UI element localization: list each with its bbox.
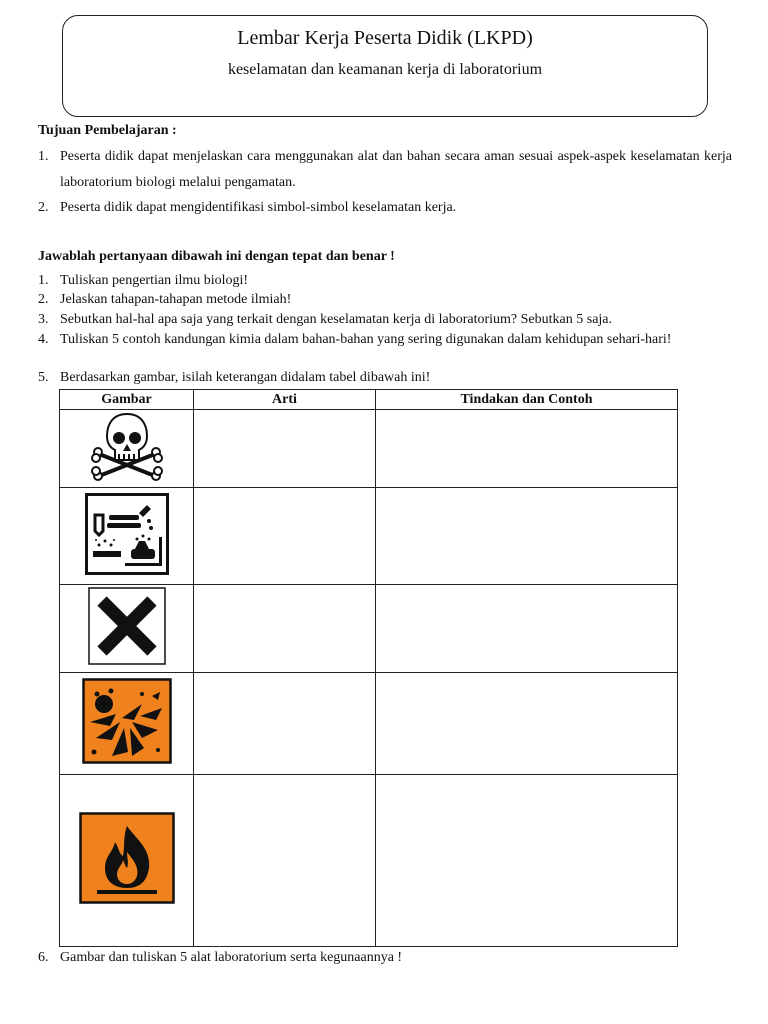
question-text: Sebutkan hal-hal apa saja yang terkait dengan keselamatan kerja di laboratorium? Sebutkan 5 saja. bbox=[60, 312, 613, 327]
question-number: 6. bbox=[38, 950, 49, 965]
page-title: Lembar Kerja Peserta Didik (LKPD) bbox=[237, 27, 533, 49]
column-header-gambar: Gambar bbox=[60, 390, 194, 410]
tindakan-cell[interactable] bbox=[376, 585, 678, 673]
question-number: 1. bbox=[38, 273, 49, 288]
tindakan-cell[interactable] bbox=[376, 673, 678, 775]
column-header-arti: Arti bbox=[194, 390, 376, 410]
question-item bbox=[38, 311, 728, 330]
question-text: Berdasarkan gambar, isilah keterangan didalam tabel dibawah ini! bbox=[60, 370, 431, 385]
question-item bbox=[38, 291, 728, 310]
table-header-row bbox=[60, 390, 678, 410]
column-header-tindakan: Tindakan dan Contoh bbox=[376, 390, 678, 410]
question-item bbox=[38, 272, 728, 291]
question-number: 4. bbox=[38, 332, 49, 347]
questions-heading: Jawablah pertanyaan dibawah ini dengan tepat dan benar ! bbox=[38, 249, 395, 264]
safety-symbols-table bbox=[59, 389, 678, 947]
question-number: 5. bbox=[38, 370, 49, 385]
flammable-icon bbox=[79, 812, 175, 904]
arti-cell[interactable] bbox=[194, 673, 376, 775]
symbol-cell bbox=[60, 775, 194, 947]
question-item bbox=[38, 369, 728, 388]
question-item bbox=[38, 949, 728, 968]
symbol-cell bbox=[60, 673, 194, 775]
corrosive-icon bbox=[85, 493, 169, 575]
tindakan-cell[interactable] bbox=[376, 488, 678, 585]
question-number: 2. bbox=[38, 292, 49, 307]
table-row bbox=[60, 775, 678, 947]
objective-item bbox=[38, 144, 732, 196]
table-row bbox=[60, 673, 678, 775]
table-row bbox=[60, 488, 678, 585]
table-row bbox=[60, 585, 678, 673]
tindakan-cell[interactable] bbox=[376, 775, 678, 947]
objective-number: 1. bbox=[38, 149, 49, 164]
page-subtitle: keselamatan dan keamanan kerja di laboratorium bbox=[227, 61, 543, 78]
question-text: Jelaskan tahapan-tahapan metode ilmiah! bbox=[60, 292, 292, 307]
objectives-heading: Tujuan Pembelajaran : bbox=[38, 123, 177, 138]
toxic-skull-icon bbox=[91, 410, 163, 482]
explosive-icon bbox=[82, 678, 172, 764]
harmful-x-icon bbox=[88, 587, 166, 665]
objective-text: Peserta didik dapat mengidentifikasi simbol-simbol keselamatan kerja. bbox=[60, 200, 457, 215]
question-text: Gambar dan tuliskan 5 alat laboratorium serta kegunaannya ! bbox=[60, 950, 403, 965]
arti-cell[interactable] bbox=[194, 488, 376, 585]
arti-cell[interactable] bbox=[194, 775, 376, 947]
question-text: Tuliskan 5 contoh kandungan kimia dalam bahan-bahan yang sering digunakan dalam kehidupan sehari-hari! bbox=[60, 332, 672, 347]
table-row bbox=[60, 410, 678, 488]
arti-cell[interactable] bbox=[194, 410, 376, 488]
objective-number: 2. bbox=[38, 200, 49, 215]
question-text: Tuliskan pengertian ilmu biologi! bbox=[60, 273, 249, 288]
objective-text: Peserta didik dapat menjelaskan cara menggunakan alat dan bahan secara aman sesuai aspek-aspek keselamatan kerja laboratorium biologi melalui pengamatan. bbox=[60, 149, 732, 190]
question-number: 3. bbox=[38, 312, 49, 327]
symbol-cell bbox=[60, 488, 194, 585]
tindakan-cell[interactable] bbox=[376, 410, 678, 488]
objective-item bbox=[38, 195, 732, 221]
header-box bbox=[62, 15, 708, 117]
symbol-cell bbox=[60, 585, 194, 673]
question-item bbox=[38, 331, 728, 350]
symbol-cell bbox=[60, 410, 194, 488]
arti-cell[interactable] bbox=[194, 585, 376, 673]
